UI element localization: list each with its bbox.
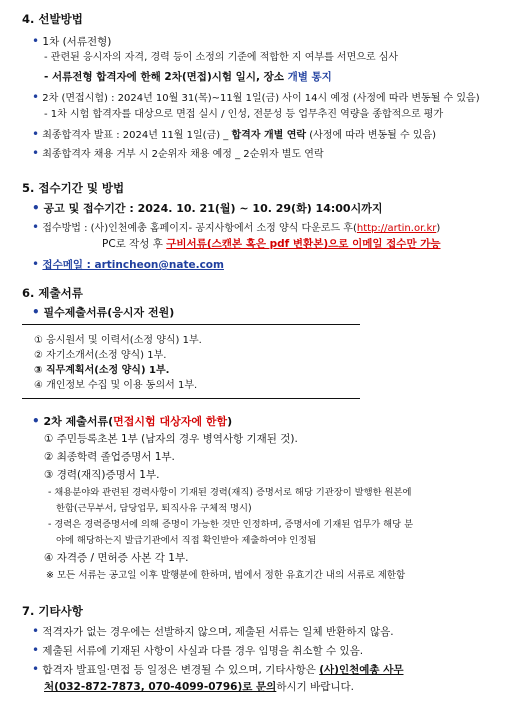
s4-item-2: • 2차 (면접시험) : 2024년 10월 31(목)~11월 1일(금) 사이 14시 예정 (사정에 따라 변동될 수 있음): [32, 90, 480, 104]
divider: [22, 398, 360, 399]
bullet-icon: •: [32, 624, 40, 638]
s6-d3b-2: 야에 해당하는지 발급기관에서 직접 확인받아 제출하여야 인정됨: [56, 535, 317, 546]
bullet-icon: •: [32, 34, 40, 48]
s4-item-1: • 1차 (서류전형): [32, 34, 112, 48]
bullet-icon: •: [32, 662, 40, 676]
s7-item-3-cont: 처(032-872-7873, 070-4099-0796)로 문의하시기 바랍니다.: [44, 681, 355, 693]
section-6-title: 6. 제출서류: [22, 286, 83, 300]
doc-item: ③ 직무계획서(소정 양식) 1부.: [34, 365, 170, 376]
s4-item-4: • 최종합격자 채용 거부 시 2순위자 채용 예정 _ 2순위자 별도 연락: [32, 146, 324, 160]
doc-item: ② 자기소개서(소정 양식) 1부.: [34, 350, 167, 361]
doc-item: ① 응시원서 및 이력서(소정 양식) 1부.: [34, 335, 202, 346]
s5-period: • 공고 및 접수기간 : 2024. 10. 21(월) ~ 10. 29(화) 14:00시까지: [32, 201, 383, 215]
section-4-title: 4. 선발방법: [22, 12, 83, 26]
s6-d3a-2: 한함(근무부서, 담당업무, 퇴직사유 구체적 명시): [56, 503, 252, 514]
s6-d2: ② 최종학력 졸업증명서 1부.: [44, 451, 175, 463]
s4-item-1a: - 관련된 응시자의 자격, 경력 등이 소정의 기준에 적합한 지 여부를 서면으로 심사: [44, 52, 399, 63]
s6-d3a: - 채용분야와 관련된 경력사항이 기재된 경력(재직) 증명서로 해당 기관장이 발행한 원본에: [48, 487, 412, 498]
s6-d4: ④ 자격증 / 면허증 사본 각 1부.: [44, 552, 189, 564]
s5-email: • 접수메일 : artincheon@nate.com: [32, 257, 224, 271]
bullet-icon: •: [32, 201, 40, 215]
section-7-title: 7. 기타사항: [22, 604, 83, 618]
homepage-link[interactable]: http://artin.or.kr: [356, 223, 437, 234]
s5-method-2: PC로 작성 후 구비서류(스캔본 혹은 pdf 변환본)으로 이메일 접수만 가능: [102, 238, 441, 250]
s6-note: ※ 모든 서류는 공고일 이후 발행분에 한하며, 법에서 정한 유효기간 내의 서류로 제한함: [46, 570, 406, 581]
s6-required-title: • 필수제출서류(응시자 전원): [32, 305, 175, 319]
s4-item-1b: - 서류전형 합격자에 한해 2차(면접)시험 일시, 장소 개별 통지: [44, 71, 332, 83]
bullet-icon: •: [32, 414, 40, 428]
s6-d1: ① 주민등록초본 1부 (남자의 경우 병역사항 기재된 것).: [44, 433, 298, 445]
s7-item-3: • 합격자 발표일·면접 등 일정은 변경될 수 있으며, 기타사항은 (사)인천예총 사무: [32, 662, 404, 676]
s5-method: • 접수방법 : (사)인천예총 홈페이지- 공지사항에서 소정 양식 다운로드 후(http://artin.or.kr): [32, 220, 441, 234]
s4-item-2a: - 1차 시험 합격자를 대상으로 면접 실시 / 인성, 전문성 등 업무추진 역량을 종합적으로 평가: [44, 109, 444, 120]
divider: [22, 324, 360, 325]
bullet-icon: •: [32, 90, 40, 104]
section-5-title: 5. 접수기간 및 방법: [22, 181, 125, 195]
contact-link-2[interactable]: 처(032-872-7873, 070-4099-0796)로 문의: [44, 681, 277, 693]
s6-d3: ③ 경력(재직)증명서 1부.: [44, 469, 160, 481]
s7-item-2: • 제출된 서류에 기재된 사항이 사실과 다를 경우 임명을 취소할 수 있음.: [32, 643, 364, 657]
bullet-icon: •: [32, 643, 40, 657]
bullet-icon: •: [32, 146, 40, 160]
s4-item-3: • 최종합격자 발표 : 2024년 11월 1일(금) _ 합격자 개별 연락 (사정에 따라 변동될 수 있음): [32, 127, 437, 141]
bullet-icon: •: [32, 305, 40, 319]
contact-link[interactable]: (사)인천예총 사무: [319, 664, 404, 676]
s6-d3b: - 경력은 경력증명서에 의해 증명이 가능한 것만 인정하며, 증명서에 기재된 업무가 해당 분: [48, 519, 414, 530]
s6-second-title: • 2차 제출서류(면접시험 대상자에 한함): [32, 414, 233, 428]
bullet-icon: •: [32, 127, 40, 141]
doc-item: ④ 개인정보 수집 및 이용 동의서 1부.: [34, 380, 198, 391]
email-link[interactable]: artincheon@nate.com: [94, 259, 224, 271]
bullet-icon: •: [32, 220, 40, 234]
bullet-icon: •: [32, 257, 40, 271]
s7-item-1: • 적격자가 없는 경우에는 선발하지 않으며, 제출된 서류는 일체 반환하지 않음.: [32, 624, 394, 638]
